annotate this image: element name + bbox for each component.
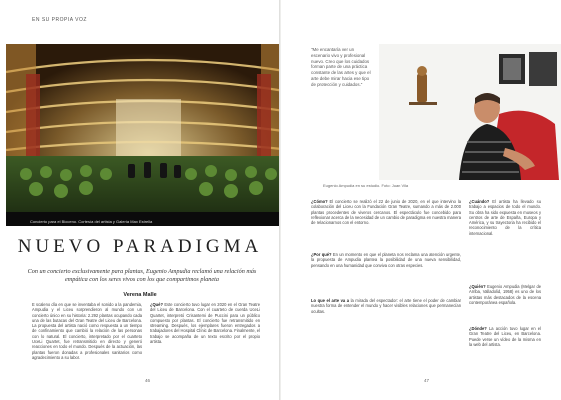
right-page [281, 0, 561, 400]
right-column-2 [311, 252, 461, 292]
left-column-1 [32, 302, 142, 374]
right-photo-caption: Eugenio Ampudia en su estudio. Foto: Juan Vila [323, 183, 409, 188]
article-title: NUEVO PARADIGMA [17, 236, 263, 257]
theatre-photo [6, 44, 291, 226]
right-column-1-heading: ¿Cómo? [311, 199, 328, 204]
left-column-2-heading: ¿Qué? [150, 302, 163, 307]
right-column-6-heading: ¿Dónde? [469, 326, 487, 331]
left-photo-caption: Concierto para el Bioceno. Cortesía del artista y Galería Max Estrella [30, 219, 153, 224]
page-number-left: 46 [145, 378, 151, 383]
artist-illustration [379, 44, 561, 180]
article-lead: Con un concierto exclusivamente para plantas, Eugenio Ampudia reclamó una relación más empática con los seres vivos con los que compartimos planeta [27, 268, 257, 283]
right-column-1-text: El concierto se realizó el 22 de junio de 2020, en el que intervino la colaboración del Liceu con la Fundación Gran Teatre, sumando a más de 2.000 plantas procedentes de viveros cercanos. El espectáculo fue concebido para reflexionar acerca de la necesidad de un cambio de paradigma en nuestra manera de relacionarnos con el entorno. [311, 199, 461, 226]
right-column-3-text: la mirada del espectador: el arte tiene el poder de cambiar nuestra forma de entender el mundo y hacer visibles relaciones que permanecían ocultas. [311, 298, 461, 314]
pull-quote: "Me encantaría ver un escenario vivo y profesional nuevo. Creo que los cuidados forman parte de una práctica constante de las artes y que el arte debe mirar hacia ese tipo de protección y cuidados." [311, 47, 371, 87]
right-column-4-text: El artista ha llevado su trabajo a espacios de todo el mundo. Su obra ha sido expuesta en museos y centros de arte de España, Europa y América, y su trayectoria ha recibido el reconocimiento de la crítica internacional. [469, 199, 541, 236]
right-column-4-heading: ¿Cuándo? [469, 199, 490, 204]
right-column-5 [469, 284, 541, 322]
artist-photo [379, 44, 561, 180]
right-column-6-text: La acción tuvo lugar en el Gran Teatre del Liceu, en Barcelona. Puede verse un vídeo de la misma en la web del artista. [469, 326, 541, 347]
left-column-2-text: Este concierto tuvo lugar en 2020 en el Gran Teatre del Liceu de Barcelona. Con el cuarteto de cuerda UceLi Quartet, interpretó Crisantemi de Puccini para un público compuesto por plantas. El concierto fue retransmitido en streaming. Después, los ejemplares fueron entregados a trabajadores del Hospital Clínic de Barcelona. Finalmente, el trabajo se acompaña de un texto escrito por el propio artista. [150, 302, 260, 345]
left-column-1-text: E scaleno día en que se inventaba el sonido a la pandemia, Ampudia y el Liceu sorprendieron al mundo con un concierto único en su historia: 2.292 plantas ocupando cada una de las butacas del Gran Teatre del Liceu de Barcelona. La propuesta del artista nació como respuesta a un tiempo de confinamiento que cambió la relación de las personas con lo natural. El concierto, interpretado por el cuarteto UceLi Quartet, fue retransmitido en directo y generó reacciones en todo el mundo. Después de la actuación, las plantas fueron donadas a profesionales sanitarios como agradecimiento a su labor. [32, 302, 142, 360]
article-author: Verena Malle [123, 292, 157, 298]
right-column-3-heading: Lo que el arte va a [311, 298, 350, 303]
right-column-5-heading: ¿Quién? [469, 284, 486, 289]
right-column-4 [469, 199, 541, 279]
right-column-2-text: En un momento en que el planeta nos reclama una atención urgente, la propuesta de Ampudia plantea la posibilidad de una nueva sensibilidad, pensando en una humanidad que conviva con otras especies. [311, 252, 461, 268]
right-column-1 [311, 199, 461, 247]
right-column-3 [311, 298, 461, 338]
section-text: EN SU PROPIA VOZ [32, 17, 87, 23]
right-column-6 [469, 326, 541, 366]
left-page [0, 0, 280, 400]
right-column-5-text: Eugenio Ampudia (Melgar de Arriba, Valladolid, 1958) es uno de los artistas más destacados de la escena contemporánea española. [469, 284, 541, 305]
left-column-2 [150, 302, 260, 374]
right-column-2-heading: ¿Por qué? [311, 252, 332, 257]
section-label [32, 17, 87, 23]
page-number-right: 47 [424, 378, 430, 383]
theatre-illustration [6, 44, 291, 226]
